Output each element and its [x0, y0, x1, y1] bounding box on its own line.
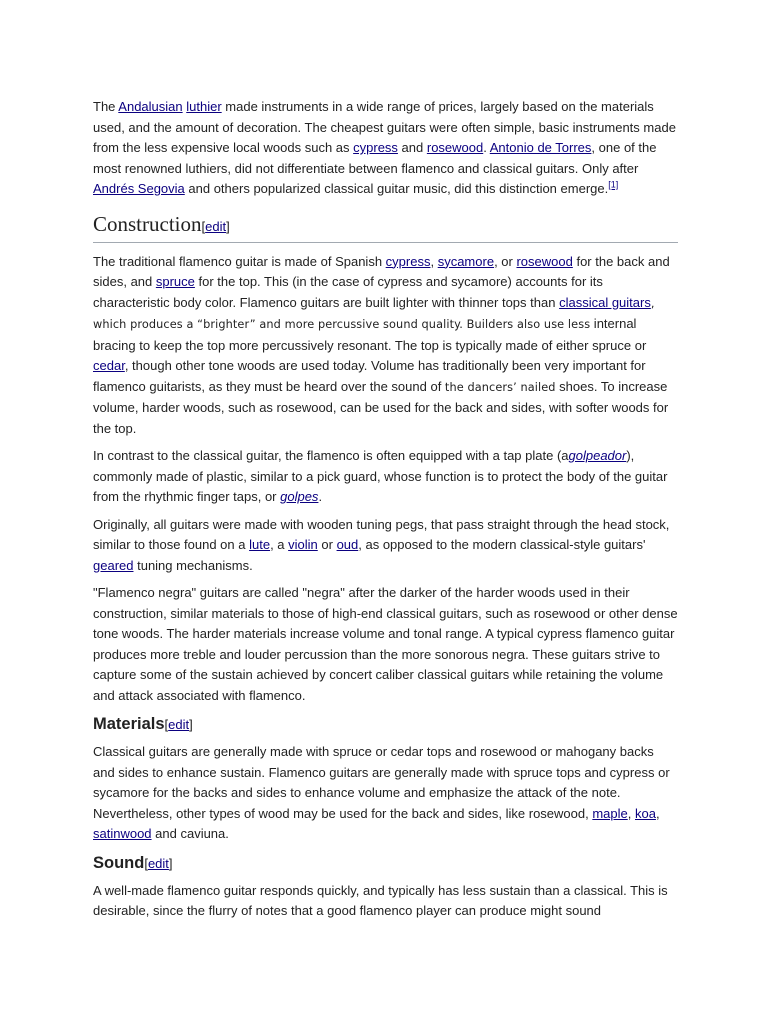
link-rosewood-2[interactable]: rosewood [516, 253, 573, 269]
construction-paragraph-3: Originally, all guitars were made with wooden tuning pegs, that pass straight through the head stock, similar to those found on a lute, a violin or oud, as opposed to the modern classical-style guitars' geared tuning mechanisms. [93, 516, 670, 573]
link-rosewood[interactable]: rosewood [426, 140, 484, 155]
link-lute[interactable]: lute [249, 537, 271, 552]
heading-construction: Construction[edit] [93, 211, 678, 243]
article-body [93, 97, 678, 929]
edit-link-materials[interactable]: edit [168, 717, 190, 732]
link-antonio-de-torres[interactable]: Antonio de Torres [489, 140, 592, 155]
link-andres-segovia[interactable]: Andrés Segovia [93, 181, 185, 196]
edit-materials: [edit] [164, 717, 193, 732]
construction-paragraph-2: In contrast to the classical guitar, the flamenco is often equipped with a tap plate (agolpeador), commonly made of plastic, similar to a pick guard, whose function is to protect the body of the guitar from the rhythmic finger taps, or golpes. [93, 448, 668, 504]
link-satinwood[interactable]: satinwood [93, 826, 152, 841]
link-cedar[interactable]: cedar [93, 358, 125, 373]
edit-link-construction[interactable]: edit [205, 218, 227, 234]
intro-paragraph: The Andalusian luthier made instruments in a wide range of prices, largely based on the materials used, and the amount of decoration. The cheapest guitars were often simple, basic instruments made from the less expensive local woods such as cypress and rosewood. Antonio de Torres, one of the most renowned luthiers, did not differentiate between flamenco and classical guitars. Only after Andrés Segovia and others popularized classical guitar music, did this distinction emerge.[1] [93, 99, 676, 196]
link-oud[interactable]: oud [336, 537, 359, 552]
sound-paragraph: A well-made flamenco guitar responds quickly, and typically has less sustain than a classical. This is desirable, since the flurry of notes that a good flamenco player can produce might sound [93, 882, 668, 918]
link-sycamore[interactable]: sycamore [437, 253, 495, 269]
link-classical-guitars[interactable]: classical guitars [559, 294, 651, 310]
edit-sound: [edit] [144, 855, 173, 871]
link-geared[interactable]: geared [93, 557, 134, 573]
construction-paragraph-1: The traditional flamenco guitar is made of Spanish cypress, sycamore, or rosewood for the back and sides, and spruce for the top. This (in the case of cypress and sycamore) accounts for its characteristic body color. Flamenco guitars are built lighter with thinner tops than classical guitars, which produces a “brighter” and more percussive sound quality. Builders also use less internal bracing to keep the top more percussively resonant. The top is typically made of either spruce or cedar, though other tone woods are used today. Volume has traditionally been very important for flamenco guitarists, as they must be heard over the sound of the dancers’ nailed shoes. To increase volume, harder woods, such as rosewood, can be used for the back and sides, with softer woods for the top. [93, 253, 670, 436]
link-golpes[interactable]: golpes [280, 489, 319, 504]
link-cypress-2[interactable]: cypress [385, 253, 431, 269]
edit-construction: [edit] [201, 218, 230, 234]
link-andalusian[interactable]: Andalusian [118, 99, 183, 114]
link-spruce[interactable]: spruce [155, 274, 195, 289]
reference-link-1[interactable]: [1] [608, 179, 619, 190]
link-maple[interactable]: maple [592, 805, 628, 821]
link-luthier[interactable]: luthier [186, 99, 222, 114]
link-cypress[interactable]: cypress [353, 140, 398, 155]
heading-sound: Sound[edit] [93, 853, 173, 872]
heading-materials: Materials[edit] [93, 715, 193, 733]
construction-paragraph-4: "Flamenco negra" guitars are called "negra" after the darker of the harder woods used in their construction, similar materials to those of high-end classical guitars, such as rosewood or other dense tone woods. The harder materials increase volume and tonal range. A typical cypress flamenco guitar produces more treble and louder percussion than the more sonorous negra. These guitars strive to capture some of the sustain achieved by concert caliber classical guitars while retaining the volume and attack associated with flamenco. [93, 585, 678, 703]
materials-paragraph: Classical guitars are generally made with spruce or cedar tops and rosewood or mahogany backs and sides to enhance sustain. Flamenco guitars are generally made with spruce tops and cypress or sycamore for the backs and sides to enhance volume and emphasize the attack of the note. Nevertheless, other types of wood may be used for the back and sides, like rosewood, maple, koa, satinwood and caviuna. [93, 744, 670, 841]
link-koa[interactable]: koa [634, 805, 656, 821]
edit-link-sound[interactable]: edit [147, 855, 169, 871]
link-golpeador[interactable]: golpeador [568, 448, 627, 463]
link-violin[interactable]: violin [288, 537, 318, 552]
